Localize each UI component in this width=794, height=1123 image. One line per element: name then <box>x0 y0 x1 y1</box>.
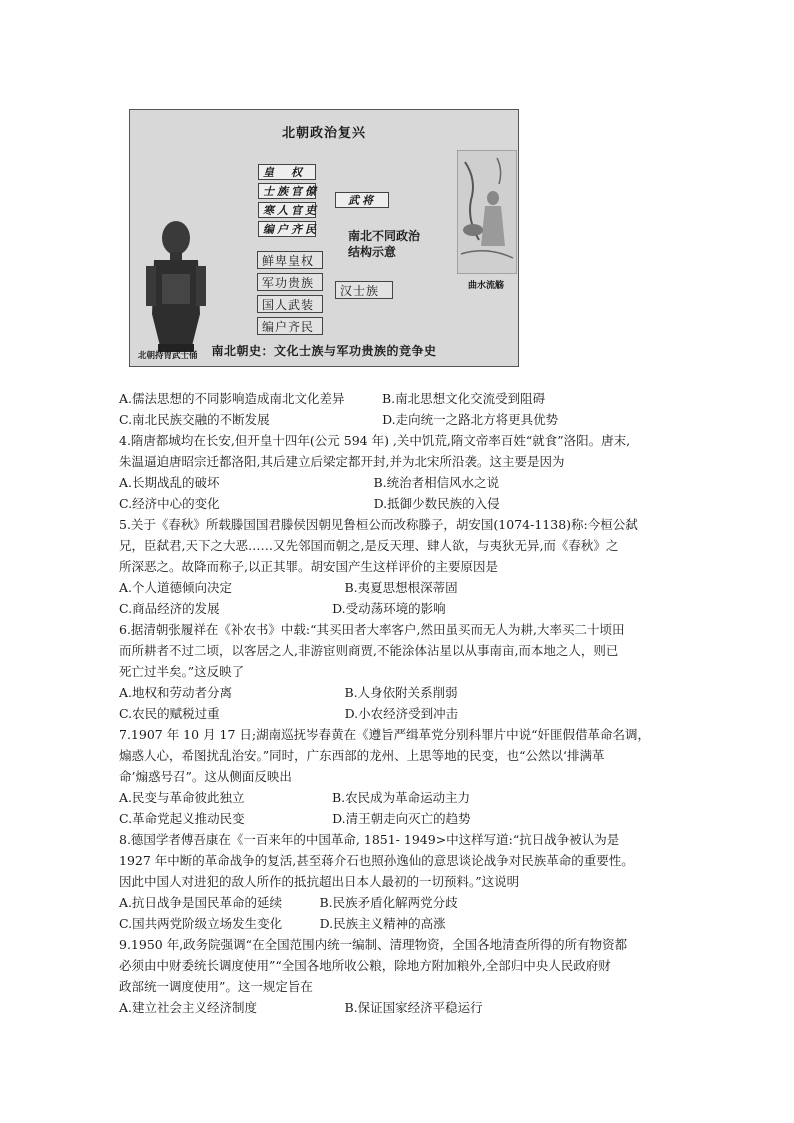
south-box-commoner-officials: 寒人官吏 <box>258 202 316 218</box>
north-box-military-nobility: 军功贵族 <box>257 273 323 291</box>
text-line: 所深恶之。故降而称子,以正其罪。胡安国产生这样评价的主要原因是 <box>119 559 498 574</box>
text-line: 6.据清朝张履祥在《补农书》中载:“其买田者大率客户,然田虽买而无人为耕,大率买二十顷田 <box>119 622 625 637</box>
text-line: C.革命党起义推动民变 D.清王朝走向灭亡的趋势 <box>119 811 471 826</box>
south-box-registered-people: 编户齐民 <box>258 221 316 237</box>
text-line: C.南北民族交融的不断发展 D.走向统一之路北方将更具优势 <box>119 412 559 427</box>
south-box-emperor: 皇 权 <box>258 164 316 180</box>
text-line: A.民变与革命彼此独立 B.农民成为革命运动主力 <box>119 790 471 805</box>
figure-title: 北朝政治复兴 <box>281 126 366 141</box>
text-line: 死亡过半矣。”这反映了 <box>119 664 245 679</box>
painting-caption: 曲水流觞 <box>467 281 504 291</box>
middle-box-generals: 武将 <box>335 192 389 208</box>
text-line: A.抗日战争是国民革命的延续 B.民族矛盾化解两党分歧 <box>119 895 458 910</box>
text-line: C.经济中心的变化 D.抵御少数民族的入侵 <box>119 496 500 511</box>
south-box-gentry: 士族官僚 <box>258 183 316 199</box>
north-box-xianbei-emperor: 鲜卑皇权 <box>257 251 323 269</box>
structure-label-line-2: 结构示意 <box>348 245 397 259</box>
text-line: A.儒法思想的不同影响造成南北文化差异 B.南北思想文化交流受到阻碍 <box>119 391 546 406</box>
text-line: 1927 年中断的革命战争的复活,甚至蒋介石也照孙逸仙的意思谈论战争对民族革命的重要性。 <box>119 853 634 868</box>
text-line: C.商品经济的发展 D.受动荡环境的影响 <box>119 601 446 616</box>
structure-label <box>348 228 420 260</box>
structure-label-line-1: 南北不同政治 <box>348 229 421 243</box>
text-line: 煽惑人心，希图扰乱治安。”同时，广东西部的龙州、上思等地的民变，也“公然以‘排满革 <box>119 748 605 763</box>
text-line: A.地权和劳动者分离 B.人身依附关系削弱 <box>119 685 458 700</box>
text-line: 8.德国学者傅吾康在《一百来年的中国革命, 1851- 1949>中这样写道:“抗日战争被认为是 <box>119 832 620 847</box>
text-line: 4.隋唐都城均在长安,但开皇十四年(公元 594 年) ,关中饥荒,隋文帝率百姓“就食”洛阳。唐末, <box>119 433 631 448</box>
text-line: 朱温逼迫唐昭宗迁都洛阳,其后建立后梁定都开封,并为北宋所沿袭。这主要是因为 <box>119 454 565 469</box>
text-line: 必须由中财委统长调度使用”“全国各地所收公粮，除地方附加粮外,全部归中央人民政府财 <box>119 958 611 973</box>
north-box-registered-people: 编户齐民 <box>257 317 323 335</box>
text-line: 因此中国人对进犯的敌人所作的抵抗超出日本人最初的一切预料。”这说明 <box>119 874 520 889</box>
text-line: 命’煽惑号召”。这从侧面反映出 <box>119 769 292 784</box>
text-line: C.农民的赋税过重 D.小农经济受到冲击 <box>119 706 459 721</box>
painting-image <box>457 150 517 274</box>
statue-caption: 北朝持胄武士俑 <box>138 351 198 361</box>
text-line: A.个人道德倾向决定 B.夷夏思想根深蒂固 <box>119 580 458 595</box>
history-figure <box>129 109 519 367</box>
text-line: 9.1950 年,政务院强调“在全国范围内统一编制、清理物资，全国各地清查所得的所有物资都 <box>119 937 628 952</box>
figure-caption: 南北朝史：文化士族与军功贵族的竞争史 <box>211 344 437 358</box>
warrior-statue-image <box>140 214 212 354</box>
text-line: 兄，臣弑君,天下之大恶……又先邻国而朝之,是反天理、肆人欲，与夷狄无异,而《春秋》之 <box>119 538 619 553</box>
text-line: 政部统一调度使用”。这一规定旨在 <box>119 979 313 994</box>
text-line: C.国共两党阶级立场发生变化 D.民族主义精神的高涨 <box>119 916 446 931</box>
text-line: 5.关于《春秋》所载滕国国君滕侯因朝见鲁桓公而改称滕子，胡安国(1074-1138)称:今桓公弑 <box>119 517 638 532</box>
text-line: A.建立社会主义经济制度 B.保证国家经济平稳运行 <box>119 1000 483 1015</box>
north-box-han-gentry: 汉士族 <box>335 281 393 299</box>
text-line: 而所耕者不过二顷，以客居之人,非游宦则商贾,不能涂体沾星以从事南亩,而本地之人，则已 <box>119 643 619 658</box>
text-line: 7.1907 年 10 月 17 日;湖南巡抚岑春黄在《遵旨严缉革党分别科罪片中说“奸匪假借革命名调， <box>119 727 651 742</box>
text-line: A.长期战乱的破坏 B.统治者相信风水之说 <box>119 475 500 490</box>
north-box-national-army: 国人武装 <box>257 295 323 313</box>
